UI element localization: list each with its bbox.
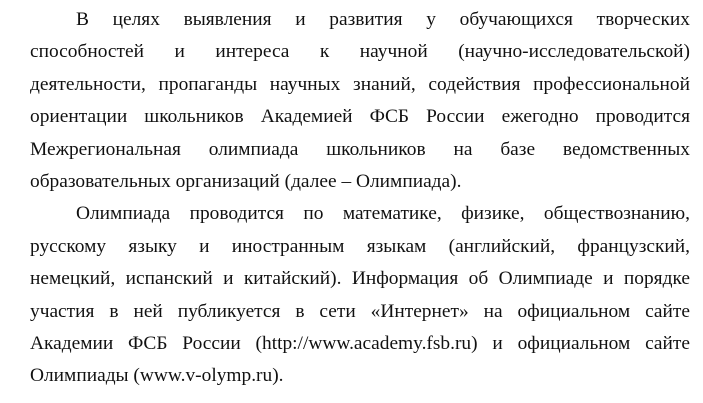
text-line: Олимпиада проводится по математике, физике, обществознанию, bbox=[76, 203, 690, 225]
text-line: способностей и интереса к научной (научно-исследовательской) bbox=[30, 41, 690, 63]
paragraph-olympiad-purpose bbox=[30, 4, 690, 198]
text-line: Олимпиады (www.v-olymp.ru). bbox=[30, 365, 284, 387]
text-line: участия в ней публикуется в сети «Интернет» на официальном сайте bbox=[30, 300, 690, 322]
text-line: образовательных организаций (далее – Олимпиада). bbox=[30, 170, 462, 192]
text-line: русскому языку и иностранным языкам (английский, французский, bbox=[30, 235, 690, 257]
text-line: Академии ФСБ России (http://www.academy.fsb.ru) и официальном сайте bbox=[30, 332, 690, 354]
text-line: ориентации школьников Академией ФСБ России ежегодно проводится bbox=[30, 106, 690, 128]
text-line: В целях выявления и развития у обучающихся творческих bbox=[76, 9, 690, 30]
text-line: немецкий, испанский и китайский). Информация об Олимпиаде и порядке bbox=[30, 268, 690, 290]
paragraph-olympiad-subjects bbox=[30, 198, 690, 392]
text-line: Межрегиональная олимпиада школьников на базе ведомственных bbox=[30, 138, 690, 160]
document-page bbox=[30, 4, 690, 393]
text-line: деятельности, пропаганды научных знаний, содействия профессиональной bbox=[30, 73, 690, 95]
